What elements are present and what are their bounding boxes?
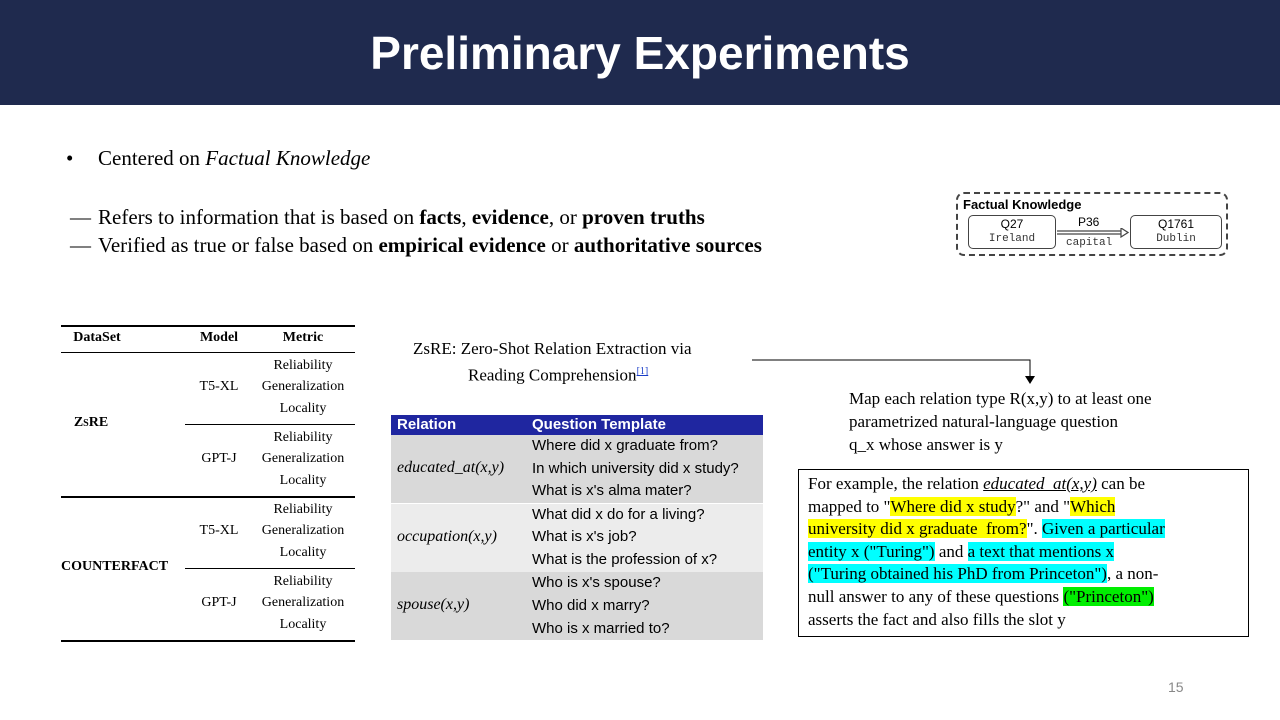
template-table-header xyxy=(391,415,763,435)
bold-term: evidence xyxy=(471,205,549,229)
header-model: Model xyxy=(199,330,239,345)
page-number: 15 xyxy=(1168,679,1184,695)
example-line xyxy=(808,563,1239,586)
metric-cell: Reliability xyxy=(273,358,333,373)
model-cell: GPT-J xyxy=(201,595,237,611)
dash-line-definition xyxy=(70,205,705,230)
zsre-line2-wrap xyxy=(413,360,692,387)
example-text: ". xyxy=(1026,519,1043,539)
metric-cell: Locality xyxy=(279,544,327,560)
metric-cell: Generalization xyxy=(261,451,345,467)
header-question-template: Question Template xyxy=(532,416,666,433)
bold-term: proven truths xyxy=(582,205,705,229)
text-segment: Refers to information that is based on xyxy=(98,205,420,229)
bullet-dot: • xyxy=(66,146,74,170)
highlighted-phrase: a text that mentions x xyxy=(967,541,1114,561)
bold-term: empirical evidence xyxy=(378,233,546,257)
metric-cell: Reliability xyxy=(273,502,333,517)
example-line xyxy=(808,541,1239,564)
dataset-rule xyxy=(61,496,355,498)
dash-symbol: — xyxy=(70,205,91,229)
metric-cell: Generalization xyxy=(261,595,345,611)
subject-id: Q27 xyxy=(1000,217,1024,231)
subject-node xyxy=(968,215,1056,249)
dash-symbol: — xyxy=(70,233,91,257)
example-line xyxy=(808,496,1239,519)
text-segment: , or xyxy=(548,205,583,229)
relation-label: capital xyxy=(1066,237,1113,249)
metric-cell: Locality xyxy=(279,472,327,488)
connector-arrow-icon xyxy=(750,355,1040,385)
highlighted-phrase: entity x ("Turing") xyxy=(808,541,935,561)
example-box xyxy=(798,469,1249,637)
text-segment: or xyxy=(545,233,574,257)
question-cell: What is the profession of x? xyxy=(532,550,718,568)
example-text: asserts the fact and also fills the slot y xyxy=(808,609,1066,629)
mapping-description xyxy=(849,387,1249,456)
bold-term: facts xyxy=(419,205,462,229)
evaluation-table xyxy=(61,325,355,643)
question-cell: Who is x married to? xyxy=(532,619,670,637)
mapping-line: q_x whose answer is y xyxy=(849,435,1003,454)
question-cell: What did x do for a living? xyxy=(532,505,705,523)
zsre-line1: ZsRE: Zero-Shot Relation Extraction via xyxy=(413,339,692,358)
question-cell: In which university did x study? xyxy=(532,459,739,477)
reference-link[interactable]: [1] xyxy=(636,366,649,377)
dash-line-verification xyxy=(70,233,762,258)
model-cell: T5-XL xyxy=(199,379,239,395)
metric-cell: Generalization xyxy=(261,523,345,539)
example-text: can be xyxy=(1096,474,1146,493)
dataset-cell: COUNTERFACT xyxy=(61,559,169,574)
mapping-line: parametrized natural-language question xyxy=(849,412,1119,431)
example-text: , a non- xyxy=(1106,564,1159,584)
highlighted-phrase: Which xyxy=(1070,496,1116,516)
model-cell: T5-XL xyxy=(199,523,239,539)
example-text: null answer to any of these questions xyxy=(808,586,1064,606)
example-text: and " xyxy=(1030,496,1071,516)
question-cell: What is x's alma mater? xyxy=(532,482,692,500)
relation-cell: occupation(x,y) xyxy=(397,527,497,545)
header-relation: Relation xyxy=(397,416,457,433)
dataset-cell: ZsRE xyxy=(73,415,109,430)
factual-knowledge-diagram xyxy=(956,192,1228,256)
metric-cell: Locality xyxy=(279,400,327,416)
question-cell: Who is x's spouse? xyxy=(532,574,661,592)
object-id: Q1761 xyxy=(1157,217,1195,231)
metric-cell: Locality xyxy=(279,616,327,632)
highlighted-phrase: Where did x study xyxy=(890,496,1016,516)
subject-label: Ireland xyxy=(988,233,1036,245)
example-line xyxy=(808,609,1239,632)
table-bottom-rule xyxy=(61,640,355,642)
example-text: and xyxy=(934,541,968,561)
relation-cell: educated_at(x,y) xyxy=(397,459,505,476)
example-text: For example, the relation xyxy=(808,474,984,493)
highlighted-phrase: educated_at(x,y) xyxy=(983,474,1097,493)
model-cell: GPT-J xyxy=(201,451,237,467)
question-cell: Where did x graduate from? xyxy=(532,437,718,454)
example-text: mapped to " xyxy=(808,496,891,516)
text-segment: Verified as true or false based on xyxy=(98,233,379,257)
example-line xyxy=(808,473,1239,496)
zsre-description xyxy=(413,337,692,387)
example-text: ?" xyxy=(1015,496,1031,516)
diagram-title: Factual Knowledge xyxy=(963,197,1082,212)
highlighted-phrase: Given a particular xyxy=(1042,519,1165,539)
model-rule xyxy=(185,424,355,425)
model-rule xyxy=(185,568,355,569)
highlighted-phrase: ("Turing obtained his PhD from Princeton") xyxy=(808,564,1107,584)
header-dataset: DataSet xyxy=(73,330,121,345)
table-top-rule xyxy=(61,325,355,327)
relation-id: P36 xyxy=(1078,215,1100,229)
question-template-table xyxy=(391,415,763,641)
object-node xyxy=(1130,215,1222,249)
highlighted-phrase: university did x graduate from? xyxy=(808,519,1027,539)
metric-cell: Reliability xyxy=(273,430,333,445)
example-line xyxy=(808,518,1239,541)
metric-cell: Generalization xyxy=(261,379,345,395)
slide-title: Preliminary Experiments xyxy=(370,26,910,79)
template-row xyxy=(391,504,763,572)
bullet-factual-knowledge xyxy=(66,146,370,171)
template-row xyxy=(391,435,763,503)
bullet-italic: Factual Knowledge xyxy=(205,146,371,170)
question-cell: Who did x marry? xyxy=(532,596,650,614)
mapping-line: Map each relation type R(x,y) to at least one xyxy=(849,389,1152,408)
zsre-line2: Reading Comprehension xyxy=(468,365,637,385)
table-header-rule xyxy=(61,352,355,353)
example-line xyxy=(808,586,1239,609)
question-cell: What is x's job? xyxy=(532,528,637,546)
template-row xyxy=(391,572,763,640)
bullet-text: Centered on xyxy=(98,146,206,170)
object-label: Dublin xyxy=(1156,233,1196,245)
bold-term: authoritative sources xyxy=(573,233,762,257)
relation-cell: spouse(x,y) xyxy=(397,596,470,614)
text-segment: , xyxy=(461,205,472,229)
title-bar xyxy=(0,0,1280,105)
highlighted-phrase: ("Princeton") xyxy=(1063,586,1154,606)
header-metric: Metric xyxy=(282,330,324,345)
metric-cell: Reliability xyxy=(273,574,333,589)
